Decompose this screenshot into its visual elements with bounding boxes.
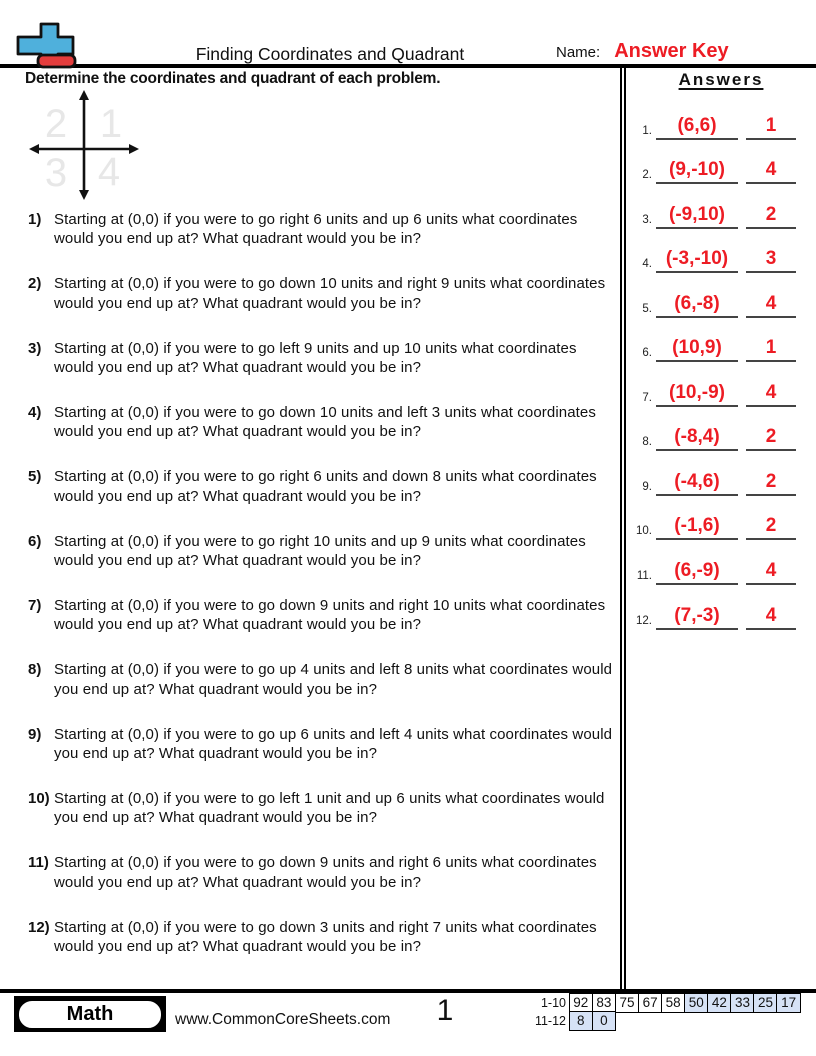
quadrant-answer-blank bbox=[746, 160, 796, 184]
quadrant-answer-blank bbox=[746, 561, 796, 585]
score-table bbox=[528, 993, 801, 1031]
quadrant-answer-value: 4 bbox=[765, 604, 777, 626]
answer-number: 4. bbox=[642, 258, 652, 271]
quadrant-3-label: 3 bbox=[44, 151, 68, 195]
problem-item bbox=[28, 274, 620, 338]
quadrant-answer-value: 1 bbox=[765, 114, 777, 136]
quadrant-answer-blank bbox=[746, 516, 796, 540]
math-subject-pill bbox=[17, 999, 163, 1030]
score-cell: 58 bbox=[661, 993, 686, 1013]
problem-item bbox=[28, 403, 620, 467]
minus-icon bbox=[38, 55, 75, 67]
coordinates-answer-value: (-8,4) bbox=[674, 426, 720, 448]
quadrant-answer-blank bbox=[746, 383, 796, 407]
quadrant-answer-blank bbox=[746, 249, 796, 273]
website-url: www.CommonCoreSheets.com bbox=[175, 1011, 391, 1028]
problem-text: Starting at (0,0) if you were to go left 1 unit and up 6 units what coordinates would you end up at? What quadrant would you be in? bbox=[54, 790, 605, 827]
problem-text: Starting at (0,0) if you were to go up 4 units and left 8 units what coordinates would you end up at? What quadrant would you be in? bbox=[54, 661, 613, 698]
answers-list bbox=[630, 95, 812, 630]
answer-number: 8. bbox=[642, 436, 652, 449]
problem-item bbox=[28, 467, 620, 531]
answer-row bbox=[630, 585, 812, 630]
answer-number: 5. bbox=[642, 302, 652, 315]
score-cell: 67 bbox=[638, 993, 663, 1013]
coordinates-answer-value: (6,6) bbox=[677, 114, 717, 136]
answer-number: 7. bbox=[642, 391, 652, 404]
coordinates-answer-blank bbox=[656, 116, 738, 140]
coordinates-answer-blank bbox=[656, 338, 738, 362]
coordinates-answer-value: (-3,-10) bbox=[665, 248, 729, 270]
page-number: 1 bbox=[436, 994, 454, 1027]
answer-number: 11. bbox=[636, 570, 652, 583]
problem-number: 8) bbox=[28, 661, 42, 679]
coordinates-answer-value: (9,-10) bbox=[669, 159, 725, 181]
problem-item bbox=[28, 596, 620, 660]
problem-number: 2) bbox=[28, 275, 42, 293]
coordinates-answer-value: (10,-9) bbox=[669, 381, 725, 403]
quadrant-answer-value: 4 bbox=[765, 159, 777, 181]
quadrant-diagram bbox=[27, 88, 145, 202]
score-cell: 92 bbox=[569, 993, 594, 1013]
answer-row bbox=[630, 184, 812, 229]
score-cell: 0 bbox=[592, 1011, 617, 1031]
answer-row bbox=[630, 140, 812, 185]
quadrant-answer-blank bbox=[746, 472, 796, 496]
coordinates-answer-blank bbox=[656, 516, 738, 540]
answer-row bbox=[630, 451, 812, 496]
coordinates-answer-value: (-4,6) bbox=[674, 470, 720, 492]
score-cell: 83 bbox=[592, 993, 617, 1013]
coordinates-answer-blank bbox=[656, 294, 738, 318]
coordinates-answer-blank bbox=[656, 561, 738, 585]
problem-number: 11) bbox=[28, 854, 49, 872]
problem-item bbox=[28, 853, 620, 917]
problem-text: Starting at (0,0) if you were to go right 6 units and down 8 units what coordinates would you end up at? What quadrant would you be in? bbox=[54, 468, 597, 505]
answer-number: 12. bbox=[636, 614, 652, 627]
quadrant-answer-value: 4 bbox=[765, 560, 777, 582]
quadrant-answer-blank bbox=[746, 338, 796, 362]
quadrant-2-label: 2 bbox=[44, 102, 68, 146]
coordinates-answer-blank bbox=[656, 160, 738, 184]
coordinates-answer-value: (7,-3) bbox=[674, 604, 720, 626]
problems-list bbox=[28, 210, 620, 982]
score-row-11-12 bbox=[528, 1011, 801, 1031]
coordinates-answer-value: (10,9) bbox=[672, 337, 722, 359]
score-row-label: 11-12 bbox=[534, 1013, 566, 1028]
answer-row bbox=[630, 229, 812, 274]
coordinates-answer-value: (-9,10) bbox=[669, 203, 725, 225]
problem-text: Starting at (0,0) if you were to go down 9 units and right 10 units what coordinates would you end up at? What quadrant would you be in? bbox=[54, 597, 606, 634]
quadrant-answer-value: 4 bbox=[765, 381, 777, 403]
problem-text: Starting at (0,0) if you were to go down 10 units and left 3 units what coordinates would you end up at? What quadrant would you be in? bbox=[54, 404, 596, 441]
problem-number: 5) bbox=[28, 468, 42, 486]
problem-number: 4) bbox=[28, 404, 42, 422]
quadrant-answer-blank bbox=[746, 606, 796, 630]
score-row-label: 1-10 bbox=[540, 995, 566, 1010]
problem-item bbox=[28, 339, 620, 403]
quadrant-answer-value: 1 bbox=[765, 337, 777, 359]
answer-row bbox=[630, 318, 812, 363]
answer-row bbox=[630, 496, 812, 541]
answer-number: 10. bbox=[636, 525, 652, 538]
coordinates-answer-blank bbox=[656, 205, 738, 229]
math-subject-badge bbox=[14, 996, 166, 1032]
coordinates-answer-blank bbox=[656, 249, 738, 273]
problem-text: Starting at (0,0) if you were to go down 10 units and right 9 units what coordinates would you end up at? What quadrant would you be in? bbox=[54, 275, 606, 312]
answer-key-text: Answer Key bbox=[614, 40, 729, 62]
problem-number: 12) bbox=[28, 918, 50, 936]
problem-text: Starting at (0,0) if you were to go down 9 units and right 6 units what coordinates would you end up at? What quadrant would you be in? bbox=[54, 854, 597, 891]
problem-number: 1) bbox=[28, 211, 42, 228]
name-label: Name: bbox=[556, 44, 601, 61]
quadrant-answer-blank bbox=[746, 427, 796, 451]
quadrant-answer-blank bbox=[746, 205, 796, 229]
score-cell: 75 bbox=[615, 993, 640, 1013]
answer-row bbox=[630, 95, 812, 140]
problem-item bbox=[28, 918, 620, 982]
problem-number: 9) bbox=[28, 725, 42, 743]
problem-text: Starting at (0,0) if you were to go right 10 units and up 9 units what coordinates would you end up at? What quadrant would you be in? bbox=[54, 532, 586, 570]
quadrant-answer-value: 2 bbox=[765, 203, 777, 225]
problem-text: Starting at (0,0) if you were to go up 6 units and left 4 units what coordinates would you end up at? What quadrant would you be in? bbox=[54, 725, 613, 763]
problem-item bbox=[28, 532, 620, 596]
commoncoresheets-logo-icon bbox=[16, 22, 78, 72]
score-cell: 42 bbox=[707, 993, 732, 1013]
quadrant-answer-value: 2 bbox=[765, 515, 777, 537]
quadrant-answer-blank bbox=[746, 294, 796, 318]
score-cell: 25 bbox=[753, 993, 778, 1013]
quadrant-answer-value: 2 bbox=[765, 426, 777, 448]
instruction-text: Determine the coordinates and quadrant of each problem. bbox=[25, 70, 441, 87]
problem-number: 7) bbox=[28, 597, 42, 615]
problem-number: 3) bbox=[28, 339, 42, 357]
answer-number: 9. bbox=[642, 480, 652, 493]
quadrant-answer-value: 2 bbox=[765, 470, 777, 492]
problem-number: 6) bbox=[28, 532, 42, 550]
problem-item bbox=[28, 789, 620, 853]
coordinates-answer-value: (6,-9) bbox=[674, 560, 720, 582]
score-cell: 8 bbox=[569, 1011, 594, 1031]
coordinates-answer-blank bbox=[656, 472, 738, 496]
problem-text: Starting at (0,0) if you were to go down 3 units and right 7 units what coordinates would you end up at? What quadrant would you be in? bbox=[54, 918, 597, 956]
answer-row bbox=[630, 362, 812, 407]
score-row-1-10 bbox=[528, 993, 801, 1013]
answer-row bbox=[630, 540, 812, 585]
answer-number: 3. bbox=[642, 213, 652, 226]
problem-number: 10) bbox=[28, 790, 50, 808]
problem-item bbox=[28, 660, 620, 724]
score-cell: 33 bbox=[730, 993, 755, 1013]
problem-item bbox=[28, 725, 620, 789]
worksheet-title: Finding Coordinates and Quadrant bbox=[195, 44, 465, 64]
quadrant-answer-blank bbox=[746, 116, 796, 140]
answer-number: 1. bbox=[642, 124, 652, 137]
coordinates-answer-value: (-1,6) bbox=[674, 515, 720, 537]
score-cell: 50 bbox=[684, 993, 709, 1013]
coordinates-answer-value: (6,-8) bbox=[674, 292, 720, 314]
quadrant-answer-value: 3 bbox=[765, 248, 777, 270]
coordinates-answer-blank bbox=[656, 606, 738, 630]
answer-row bbox=[630, 273, 812, 318]
answer-number: 2. bbox=[642, 169, 652, 182]
quadrant-1-label: 1 bbox=[99, 102, 123, 146]
problem-item bbox=[28, 210, 620, 274]
answer-row bbox=[630, 407, 812, 452]
coordinates-answer-blank bbox=[656, 383, 738, 407]
coordinates-answer-blank bbox=[656, 427, 738, 451]
header-rule bbox=[0, 64, 816, 68]
quadrant-4-label: 4 bbox=[97, 150, 121, 194]
problem-text: Starting at (0,0) if you were to go right 6 units and up 6 units what coordinates would you end up at? What quadrant would you be in? bbox=[54, 211, 578, 248]
subject-label: Math bbox=[66, 1002, 114, 1025]
score-cell: 17 bbox=[776, 993, 801, 1013]
answer-number: 6. bbox=[642, 347, 652, 360]
answers-divider bbox=[620, 68, 626, 989]
answers-title: Answers bbox=[678, 70, 764, 89]
problem-text: Starting at (0,0) if you were to go left 9 units and up 10 units what coordinates would you end up at? What quadrant would you be in? bbox=[54, 339, 577, 376]
quadrant-answer-value: 4 bbox=[765, 292, 777, 314]
name-area bbox=[556, 40, 729, 63]
